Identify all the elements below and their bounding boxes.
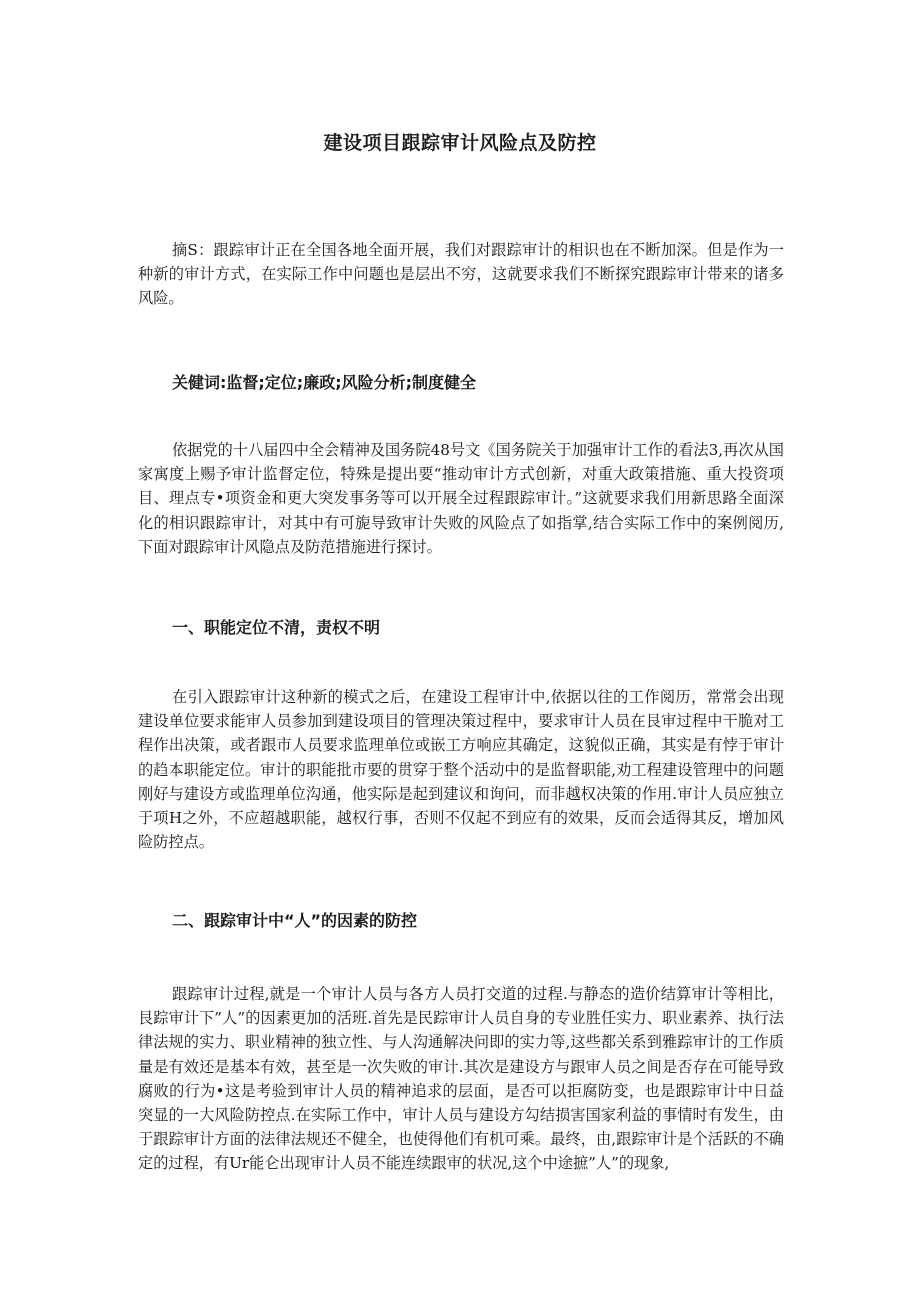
document-title: 建设项目跟踪审计风险点及防控 [323,132,597,154]
section1-paragraph: 在引入跟踪审计这种新的模式之后，在建设工程审计中,依据以往的工作阅历，常常会出现建设单位要求能审人员参加到建设项目的管理决策过程中，要求审计人员在艮审过程中干脆对工程作出决策，或者跟市人员要求监理单位或嵌工方响应其确定，这貌似正确，其实是有悖于审计的趋本职能定位。审计的职能批市要的贯穿于整个活动中的是监督职能,劝工程建设管理中的问题刚好与建设方或监理单位沟通，他实际是起到建议和询问，而非越权决策的作用.审计人员应独立于项H之外，不应超越职能，越权行事，否则不仅起不到应有的效果，反而会适得其反，增加风险防控点。 [138,688,784,852]
section1-heading: 一、职能定位不清，责权不明 [172,618,381,637]
abstract-paragraph: 摘S：跟踪审计正在全国各地全面开展，我们对跟踪审计的相识也在不断加深。但是作为一种新的审计方式，在实际工作中问题也是层出不穷，这就要求我们不断探究跟踪审计带来的诸多风险。 [138,241,784,308]
section2-heading: 二、跟踪审计中“人”的因素的防控 [172,911,418,930]
keywords-line: 关健词:监督;定位;廉政;风险分析;制度健全 [172,373,476,392]
section2-paragraph: 跟踪审计过程,就是一个审计人员与各方人员打交道的过程.与静态的造价结算审计等相比，艮踪审计下”人”的因素更加的活班.首先是民踪审计人员自身的专业胜任实力、职业素养、执行法律法规的实力、职业精神的独立性、与人沟通解决问即的实力等,这些都关系到雅踪审计的工作质量是有效还是基本有效，甚至是一次失败的审计.其次是建设方与跟审人员之间是否存在可能导致腐败的行为•这是考验到审计人员的精神追求的层面，是否可以拒腐防变，也是跟踪审计中日益突显的一大风险防控点.在实际工作中，审计人员与建设方勾结损害国家利益的事情时有发生，由于跟踪审计方面的法律法规还不健全，也使得他们有机可乘。最终，由,跟踪审计是个活跃的不确定的过程，有Ur能仑出现审计人员不能连续跟审的状况,这个中途摭”人”的现象, [138,985,784,1173]
intro-paragraph: 依据党的十八届四中全会精神及国务院48号文《国务院关于加强审计工作的看法3,再次从国家寓度上赐予审计监督定位，特殊是提出要“推动审计方式创新，对重大政策措施、重大投资项目、理点专•项资金和更大突发事务等可以开展全过程跟踪审计。”这就要求我们用新思路全面深化的相识跟踪审计，对其中有可旎导致审计失败的风险点了如指掌,结合实际工作中的案例阅历,下面对跟踪审计风隐点及防范措施进行探讨。 [138,441,784,556]
